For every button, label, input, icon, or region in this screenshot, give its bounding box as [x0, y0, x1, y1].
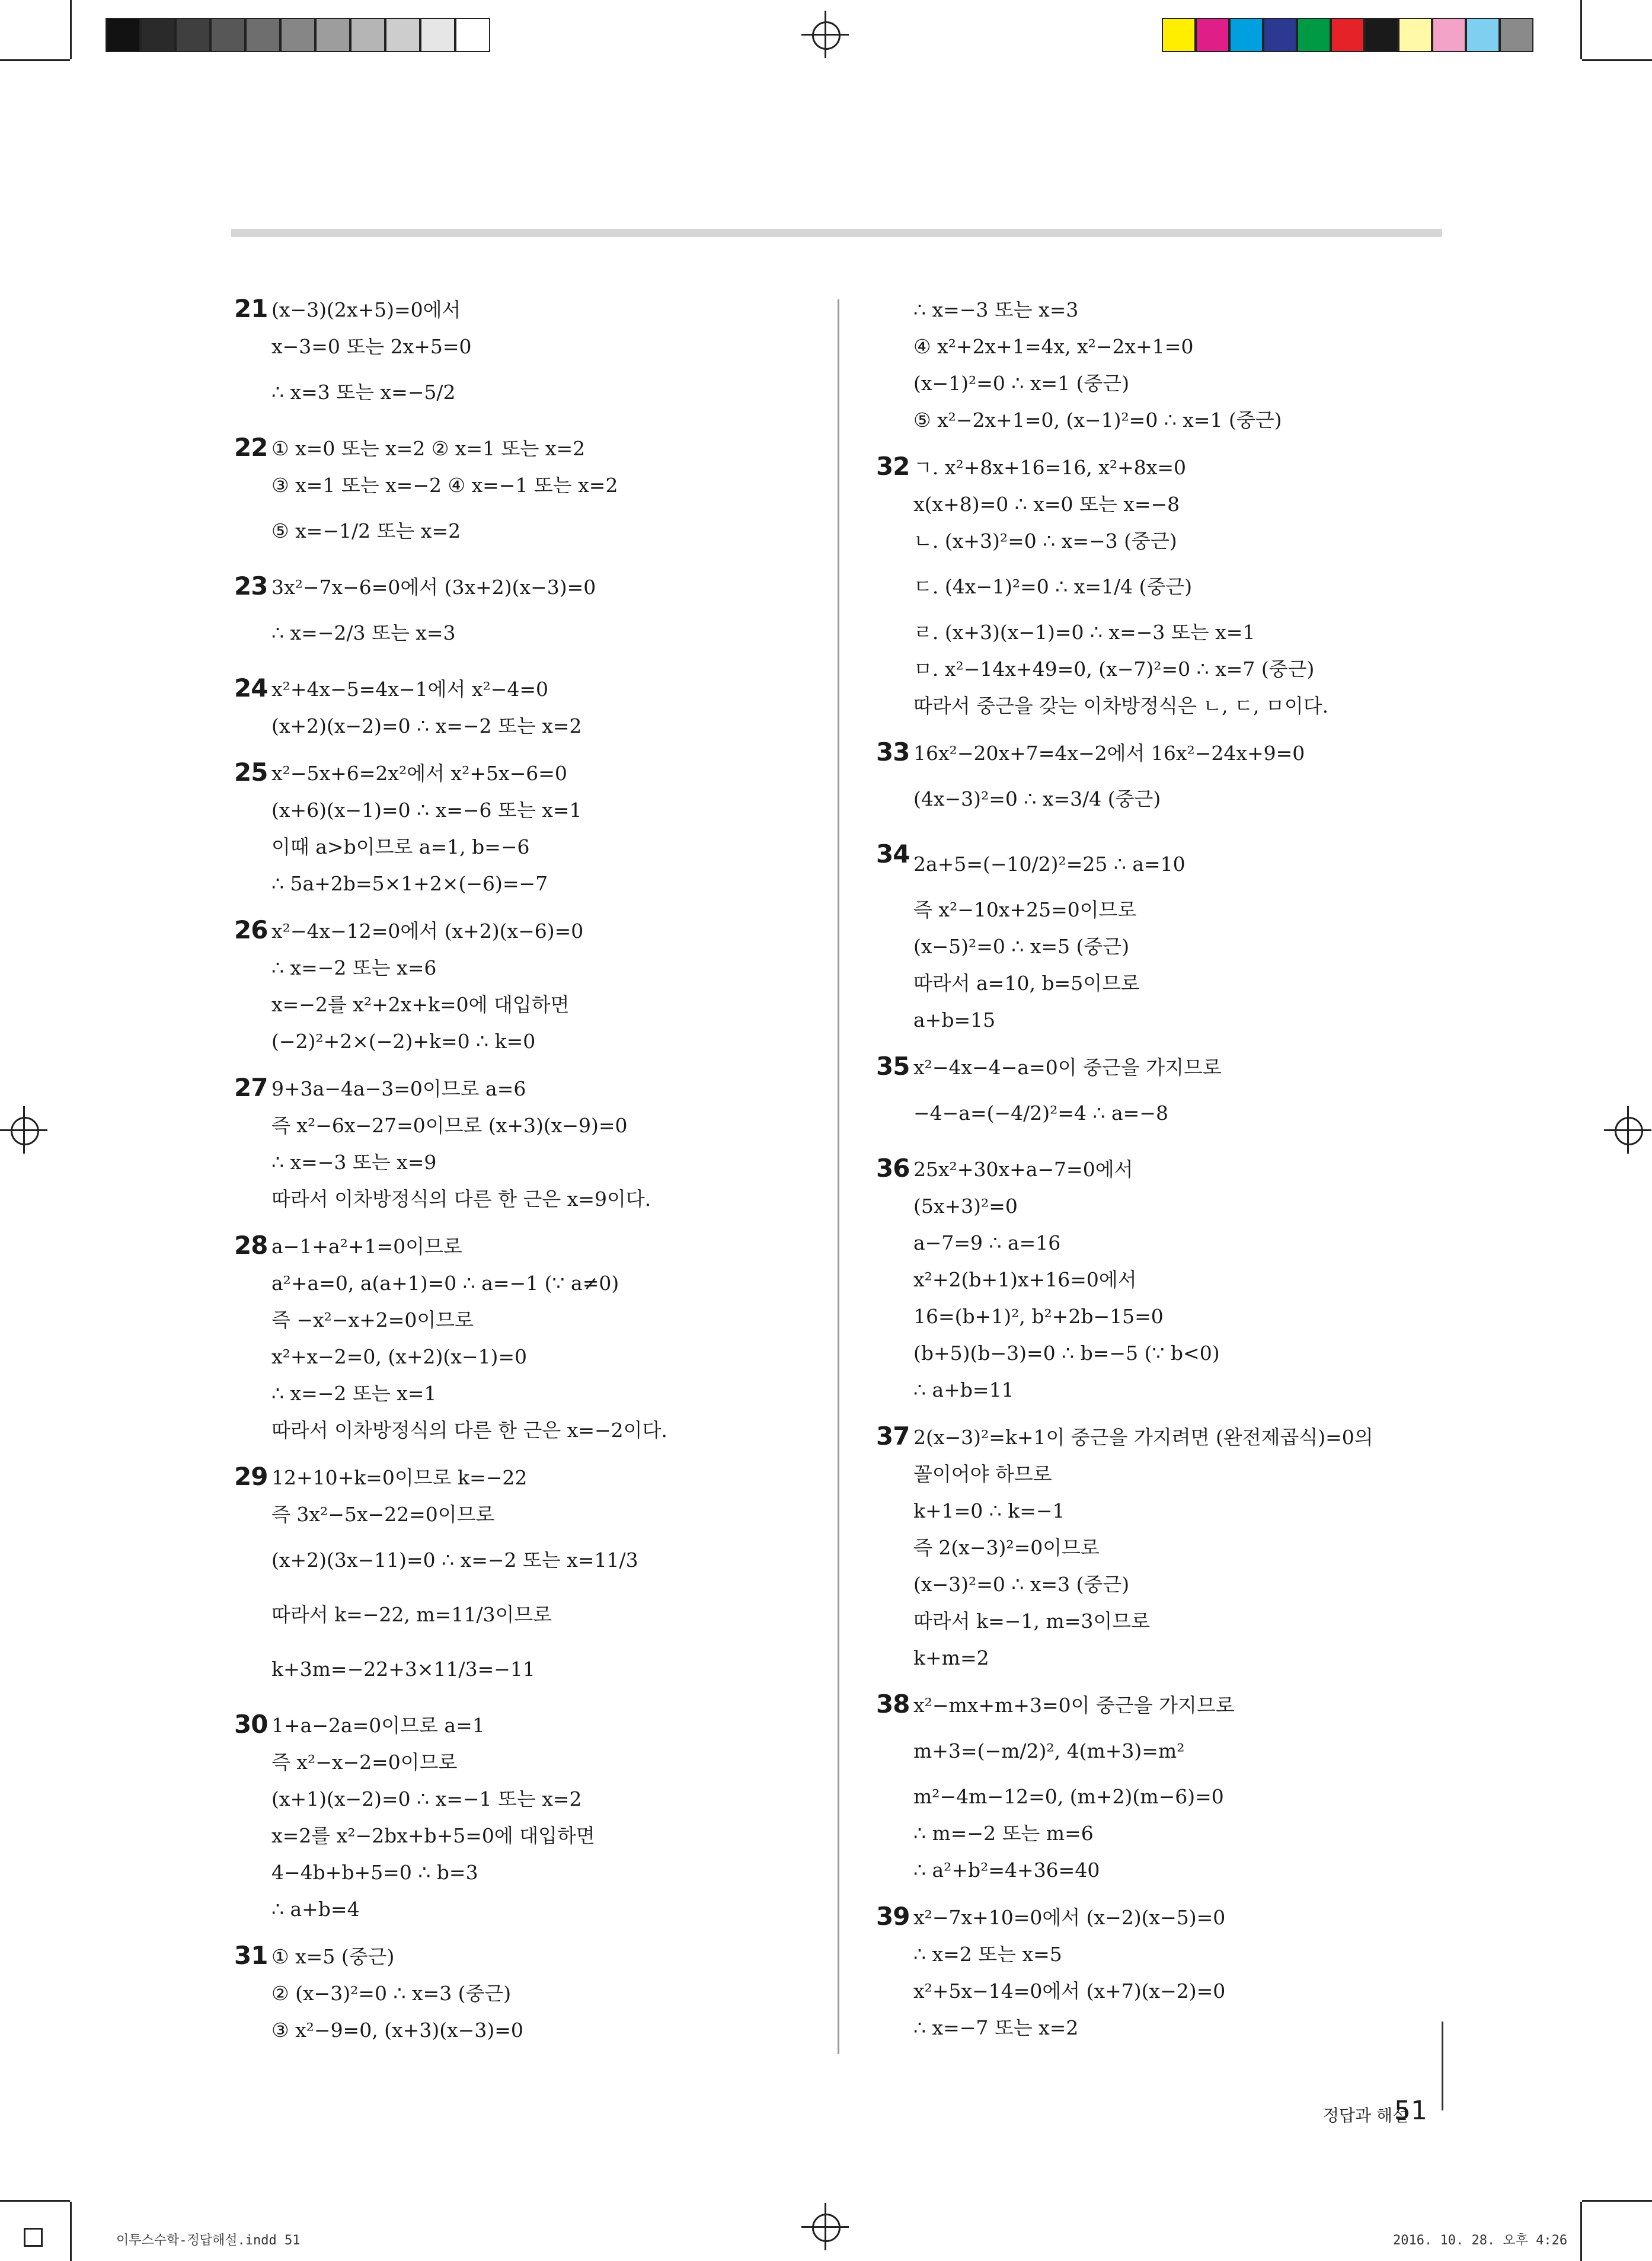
gray-swatch	[315, 18, 350, 52]
solution-line: 즉 x²−6x−27=0이므로 (x+3)(x−9)=0	[271, 1114, 628, 1137]
solution-line: x²+5x−14=0에서 (x+7)(x−2)=0	[913, 1979, 1226, 2003]
color-swatch	[1398, 18, 1432, 52]
solution-line: 즉 3x²−5x−22=0이므로	[271, 1503, 495, 1526]
solution-line: 따라서 k=−1, m=3이므로	[913, 1609, 1150, 1633]
problem-number: 32	[876, 452, 910, 481]
solution-line: a+b=15	[913, 1008, 996, 1031]
answer-lines	[271, 913, 791, 1060]
slug-file-name: 이투스수학-정답해설.indd 51	[116, 2233, 301, 2248]
crop-mark	[1580, 2202, 1582, 2261]
registration-mark	[801, 2203, 849, 2250]
column-divider	[838, 299, 839, 2054]
solution-line: (−2)²+2×(−2)+k=0 ∴ k=0	[271, 1030, 536, 1053]
solution-line: (x−3)(2x+5)=0에서	[271, 298, 461, 321]
solution-line: −4−a=(−4/2)²=4 ∴ a=−8	[913, 1101, 1168, 1125]
gray-swatch	[350, 18, 385, 52]
answer-lines	[271, 671, 791, 745]
solution-line: 4−4b+b+5=0 ∴ b=3	[271, 1861, 478, 1884]
solution-line: ⑤ x²−2x+1=0, (x−1)²=0 ∴ x=1 (중근)	[913, 408, 1282, 432]
solution-line: 꼴이어야 하므로	[913, 1462, 1052, 1486]
answer-lines	[913, 1687, 1433, 1889]
page-number: 51	[1394, 2096, 1427, 2126]
solution-line: 즉 2(x−3)²=0이므로	[913, 1536, 1100, 1559]
solution-line: ③ x=1 또는 x=−2 ④ x=−1 또는 x=2	[271, 474, 618, 497]
gray-swatch	[385, 18, 420, 52]
solution-line: ∴ x=2 또는 x=5	[913, 1943, 1062, 1966]
solution-line: 3x²−7x−6=0에서 (3x+2)(x−3)=0	[271, 576, 596, 599]
solution-line: x−3=0 또는 2x+5=0	[271, 335, 472, 358]
problem-number: 27	[234, 1073, 268, 1102]
registration-mark	[0, 1106, 47, 1154]
answer-lines	[913, 1899, 1433, 2046]
slug-timestamp: 2016. 10. 28. 오후 4:26	[1393, 2233, 1568, 2248]
problem-number: 35	[876, 1052, 910, 1081]
crop-mark	[1580, 0, 1582, 59]
solution-line: ∴ x=−2 또는 x=6	[271, 956, 437, 979]
answer-block	[234, 292, 791, 420]
solution-line: ∴ x=−3 또는 x=3	[913, 298, 1079, 321]
answer-block	[234, 1071, 791, 1218]
solution-line: m²−4m−12=0, (m+2)(m−6)=0	[913, 1785, 1224, 1808]
left-answer-column	[234, 292, 791, 2059]
answer-lines	[271, 1460, 791, 1697]
registration-mark	[801, 11, 849, 58]
solution-line: ① x=5 (중근)	[271, 1945, 395, 1968]
solution-line: ∴ 5a+2b=5×1+2×(−6)=−7	[271, 872, 548, 895]
solution-line: 즉 x²−x−2=0이므로	[271, 1751, 458, 1774]
solution-line: ㄴ. (x+3)²=0 ∴ x=−3 (중근)	[913, 529, 1177, 553]
gray-swatch	[280, 18, 315, 52]
answer-block	[876, 1899, 1433, 2046]
answer-block	[234, 1460, 791, 1697]
solution-line: (x+2)(x−2)=0 ∴ x=−2 또는 x=2	[271, 714, 582, 737]
color-swatch	[1365, 18, 1398, 52]
solution-line: (x+1)(x−2)=0 ∴ x=−1 또는 x=2	[271, 1787, 582, 1810]
problem-number: 29	[234, 1462, 268, 1491]
slug-box	[24, 2228, 43, 2247]
crop-mark	[0, 59, 70, 61]
solution-line: ㄹ. (x+3)(x−1)=0 ∴ x=−3 또는 x=1	[913, 621, 1255, 644]
solution-line: ④ x²+2x+1=4x, x²−2x+1=0	[913, 335, 1194, 358]
gray-swatch	[245, 18, 280, 52]
solution-line: ∴ x=−2 또는 x=1	[271, 1382, 437, 1405]
answer-lines	[271, 569, 791, 660]
answer-block	[876, 1687, 1433, 1889]
answer-lines	[913, 735, 1433, 826]
answer-block	[234, 913, 791, 1060]
solution-line: ∴ x=3 또는 x=−5/2	[271, 381, 456, 404]
solution-line: ㄱ. x²+8x+16=16, x²+8x=0	[913, 456, 1186, 479]
answer-lines	[271, 1939, 791, 2049]
problem-number: 39	[876, 1902, 910, 1931]
answer-block	[876, 292, 1433, 439]
solution-line: ∴ a+b=4	[271, 1898, 360, 1921]
answer-block	[234, 430, 791, 558]
answer-lines	[913, 1049, 1433, 1141]
answer-block	[234, 1228, 791, 1449]
solution-line: a²+a=0, a(a+1)=0 ∴ a=−1 (∵ a≠0)	[271, 1272, 619, 1295]
problem-number: 23	[234, 571, 268, 601]
solution-line: 16x²−20x+7=4x−2에서 16x²−24x+9=0	[913, 742, 1305, 765]
solution-line: 12+10+k=0이므로 k=−22	[271, 1466, 528, 1489]
problem-number: 21	[234, 294, 268, 323]
answer-block	[234, 1707, 791, 1928]
problem-number: 24	[234, 673, 268, 702]
answer-lines	[271, 755, 791, 902]
color-swatch	[1331, 18, 1365, 52]
color-swatch	[1229, 18, 1263, 52]
solution-line: 즉 x²−10x+25=0이므로	[913, 898, 1137, 921]
solution-line: m+3=(−m/2)², 4(m+3)=m²	[913, 1739, 1185, 1762]
answer-block	[876, 1419, 1433, 1676]
answer-lines	[913, 837, 1433, 1039]
crop-mark	[70, 0, 72, 59]
solution-line: x²+4x−5=4x−1에서 x²−4=0	[271, 678, 549, 701]
answer-lines	[271, 1707, 791, 1928]
solution-line: 2a+5=(−10/2)²=25 ∴ a=10	[913, 852, 1186, 876]
answer-lines	[271, 292, 791, 420]
registration-mark	[1604, 1106, 1651, 1154]
problem-number: 22	[234, 433, 268, 462]
solution-line: ① x=0 또는 x=2 ② x=1 또는 x=2	[271, 437, 586, 460]
solution-line: ∴ a+b=11	[913, 1378, 1014, 1401]
solution-line: 따라서 중근을 갖는 이차방정식은 ㄴ, ㄷ, ㅁ이다.	[913, 694, 1329, 717]
answer-lines	[913, 449, 1433, 724]
solution-line: ⑤ x=−1/2 또는 x=2	[271, 519, 461, 542]
solution-line: x=−2를 x²+2x+k=0에 대입하면	[271, 993, 570, 1016]
answer-lines	[271, 430, 791, 558]
solution-line: 이때 a>b이므로 a=1, b=−6	[271, 835, 530, 858]
crop-mark	[70, 2202, 72, 2261]
solution-line: (b+5)(b−3)=0 ∴ b=−5 (∵ b<0)	[913, 1342, 1220, 1365]
problem-number: 28	[234, 1231, 268, 1260]
solution-line: ② (x−3)²=0 ∴ x=3 (중근)	[271, 1982, 512, 2005]
solution-line: a−1+a²+1=0이므로	[271, 1235, 462, 1258]
answer-block	[876, 1151, 1433, 1409]
gray-swatch	[140, 18, 175, 52]
solution-line: x²+x−2=0, (x+2)(x−1)=0	[271, 1345, 528, 1368]
problem-number: 34	[876, 839, 910, 868]
solution-line: a−7=9 ∴ a=16	[913, 1231, 1061, 1254]
solution-line: (x+6)(x−1)=0 ∴ x=−6 또는 x=1	[271, 799, 582, 822]
problem-number: 25	[234, 758, 268, 787]
crop-mark	[1582, 2200, 1652, 2202]
solution-line: x²−mx+m+3=0이 중근을 가지므로	[913, 1694, 1235, 1717]
solution-line: 따라서 이차방정식의 다른 한 근은 x=−2이다.	[271, 1419, 667, 1442]
solution-line: x²−7x+10=0에서 (x−2)(x−5)=0	[913, 1906, 1226, 1929]
gray-swatch	[455, 18, 490, 52]
solution-line: (x−5)²=0 ∴ x=5 (중근)	[913, 935, 1130, 958]
answer-lines	[913, 1151, 1433, 1409]
answer-lines	[913, 1419, 1433, 1676]
answer-lines	[913, 292, 1433, 439]
solution-line: k+3m=−22+3×11/3=−11	[271, 1658, 535, 1681]
solution-line: ㄷ. (4x−1)²=0 ∴ x=1/4 (중근)	[913, 575, 1193, 598]
solution-line: x²−4x−4−a=0이 중근을 가지므로	[913, 1056, 1222, 1079]
problem-number: 33	[876, 737, 910, 767]
solution-line: ③ x²−9=0, (x+3)(x−3)=0	[271, 2019, 523, 2042]
solution-line: x²−4x−12=0에서 (x+2)(x−6)=0	[271, 919, 584, 943]
solution-line: 즉 −x²−x+2=0이므로	[271, 1308, 474, 1331]
solution-line: ∴ x=−7 또는 x=2	[913, 2016, 1079, 2039]
problem-number: 36	[876, 1154, 910, 1183]
solution-line: 따라서 k=−22, m=11/3이므로	[271, 1603, 552, 1626]
solution-line: ∴ m=−2 또는 m=6	[913, 1822, 1094, 1845]
solution-line: x²−5x+6=2x²에서 x²+5x−6=0	[271, 762, 567, 785]
gray-swatch	[175, 18, 210, 52]
solution-line: 따라서 a=10, b=5이므로	[913, 972, 1140, 995]
page-number-rule	[1442, 2022, 1443, 2110]
color-swatch	[1500, 18, 1533, 52]
gray-swatch	[106, 18, 140, 52]
color-swatch	[1263, 18, 1297, 52]
problem-number: 26	[234, 915, 268, 944]
solution-line: (x−1)²=0 ∴ x=1 (중근)	[913, 372, 1130, 395]
section-label: 정답과 해설	[1323, 2106, 1409, 2125]
answer-block	[234, 755, 791, 902]
crop-mark	[0, 2200, 70, 2202]
answer-block	[234, 569, 791, 660]
answer-block	[234, 671, 791, 745]
problem-number: 38	[876, 1690, 910, 1719]
problem-number: 30	[234, 1710, 268, 1739]
answer-block	[876, 1049, 1433, 1141]
solution-line: (4x−3)²=0 ∴ x=3/4 (중근)	[913, 787, 1161, 810]
solution-line: 따라서 이차방정식의 다른 한 근은 x=9이다.	[271, 1187, 651, 1211]
solution-line: ∴ x=−2/3 또는 x=3	[271, 621, 456, 644]
right-answer-column	[876, 292, 1433, 2057]
problem-number: 37	[876, 1422, 910, 1451]
answer-block	[876, 735, 1433, 826]
problem-number: 31	[234, 1941, 268, 1970]
gray-swatch	[210, 18, 245, 52]
answer-block	[876, 449, 1433, 724]
solution-line: ㅁ. x²−14x+49=0, (x−7)²=0 ∴ x=7 (중근)	[913, 657, 1315, 681]
solution-line: x(x+8)=0 ∴ x=0 또는 x=−8	[913, 493, 1180, 516]
color-swatch	[1196, 18, 1229, 52]
color-swatch	[1432, 18, 1466, 52]
solution-line: 16=(b+1)², b²+2b−15=0	[913, 1305, 1164, 1328]
solution-line: k+1=0 ∴ k=−1	[913, 1499, 1065, 1522]
solution-line: ∴ a²+b²=4+36=40	[913, 1858, 1100, 1882]
solution-line: x²+2(b+1)x+16=0에서	[913, 1268, 1137, 1291]
answer-block	[876, 837, 1433, 1039]
gray-swatch	[420, 18, 455, 52]
solution-line: (5x+3)²=0	[913, 1195, 1018, 1218]
solution-line: ∴ x=−3 또는 x=9	[271, 1151, 437, 1174]
answer-lines	[271, 1228, 791, 1449]
crop-mark	[1582, 59, 1652, 61]
solution-line: (x+2)(3x−11)=0 ∴ x=−2 또는 x=11/3	[271, 1548, 638, 1572]
answer-block	[234, 1939, 791, 2049]
solution-line: 2(x−3)²=k+1이 중근을 가지려면 (완전제곱식)=0의	[913, 1426, 1373, 1449]
color-swatch	[1466, 18, 1500, 52]
solution-line: 1+a−2a=0이므로 a=1	[271, 1714, 485, 1737]
header-rule	[231, 229, 1442, 237]
solution-line: (x−3)²=0 ∴ x=3 (중근)	[913, 1573, 1130, 1596]
solution-line: x=2를 x²−2bx+b+5=0에 대입하면	[271, 1824, 595, 1847]
answer-lines	[271, 1071, 791, 1218]
solution-line: k+m=2	[913, 1646, 989, 1669]
color-swatch	[1162, 18, 1196, 52]
solution-line: 9+3a−4a−3=0이므로 a=6	[271, 1077, 526, 1100]
color-swatch	[1297, 18, 1331, 52]
solution-line: 25x²+30x+a−7=0에서	[913, 1158, 1133, 1181]
